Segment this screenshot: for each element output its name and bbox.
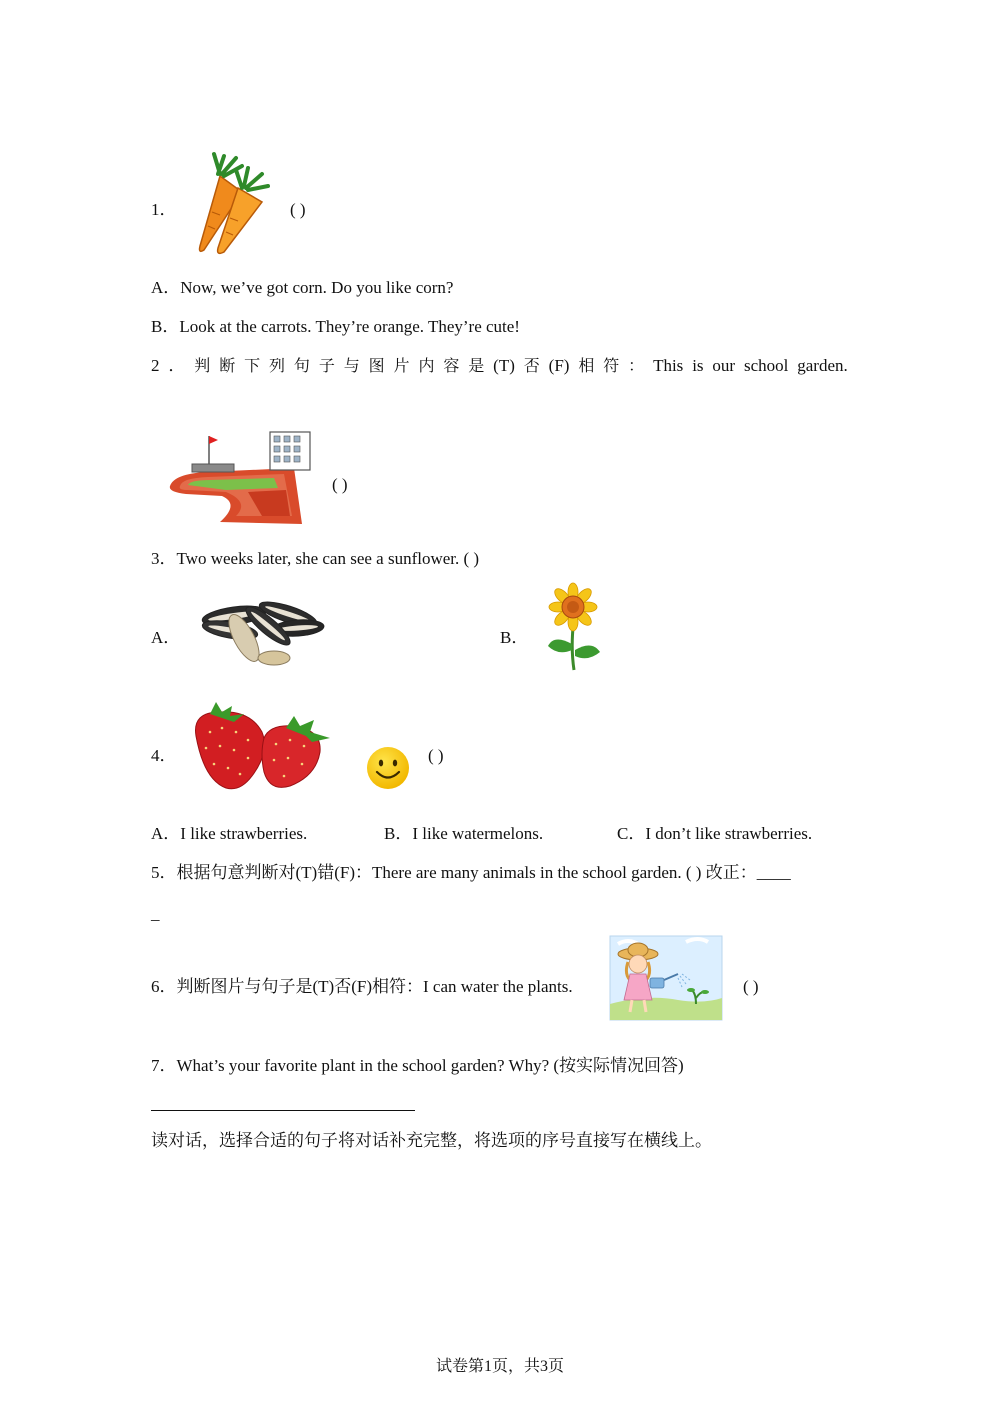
q1-option-b: B．Look at the carrots. They’re orange. They’re cute! xyxy=(151,317,520,336)
q3-option-a-label: A． xyxy=(151,628,181,647)
q2-answer-blank[interactable]: ( ) xyxy=(332,475,348,494)
page-footer: 试卷第1页，共3页 xyxy=(435,1358,564,1375)
q4-number: 4． xyxy=(151,746,177,765)
q6-answer-blank[interactable]: ( ) xyxy=(743,977,759,996)
q5-prompt: 5．根据句意判断对(T)错(F)：There are many animals in the school garden. ( ) 改正：____ xyxy=(151,863,791,882)
q1-option-a: A．Now, we’ve got corn. Do you like corn? xyxy=(151,278,454,297)
q1-number: 1． xyxy=(151,200,177,219)
q7-prompt: 7．What’s your favorite plant in the school garden? Why? (按实际情况回答) xyxy=(151,1056,684,1075)
q5-correction-blank[interactable]: ____ xyxy=(756,863,791,882)
sunflower-seeds-image xyxy=(200,598,328,668)
q4-option-a: A．I like strawberries. xyxy=(151,824,308,843)
smiley-face-icon xyxy=(366,746,410,790)
q3-prompt: 3．Two weeks later, she can see a sunflower. ( ) xyxy=(151,549,480,568)
q1-answer-blank[interactable]: ( ) xyxy=(290,200,306,219)
q6-prompt: 6．判断图片与句子是(T)否(F)相符：I can water the plants. xyxy=(151,977,573,996)
strawberry-image xyxy=(190,702,336,792)
section-instruction: 读对话，选择合适的句子将对话补充完整，将选项的序号直接写在横线上。 xyxy=(151,1131,712,1151)
girl-watering-plants-image xyxy=(608,934,724,1022)
q2-prompt: 2 ． 判 断 下 列 句 子 与 图 片 内 容 是 (T) 否 (F) 相 符 ： This is our school garden. xyxy=(151,356,848,375)
q5-correction-blank-continued[interactable]: _ xyxy=(151,904,160,923)
q4-option-c: C．I don’t like strawberries. xyxy=(617,824,813,843)
q4-option-b: B．I like watermelons. xyxy=(384,824,544,843)
running-track-image xyxy=(166,430,312,526)
q3-option-b-label: B． xyxy=(500,628,529,647)
q4-answer-blank[interactable]: ( ) xyxy=(428,746,444,765)
sunflower-image xyxy=(544,584,602,672)
carrot-image xyxy=(190,152,272,256)
q7-answer-line[interactable] xyxy=(151,1110,415,1111)
